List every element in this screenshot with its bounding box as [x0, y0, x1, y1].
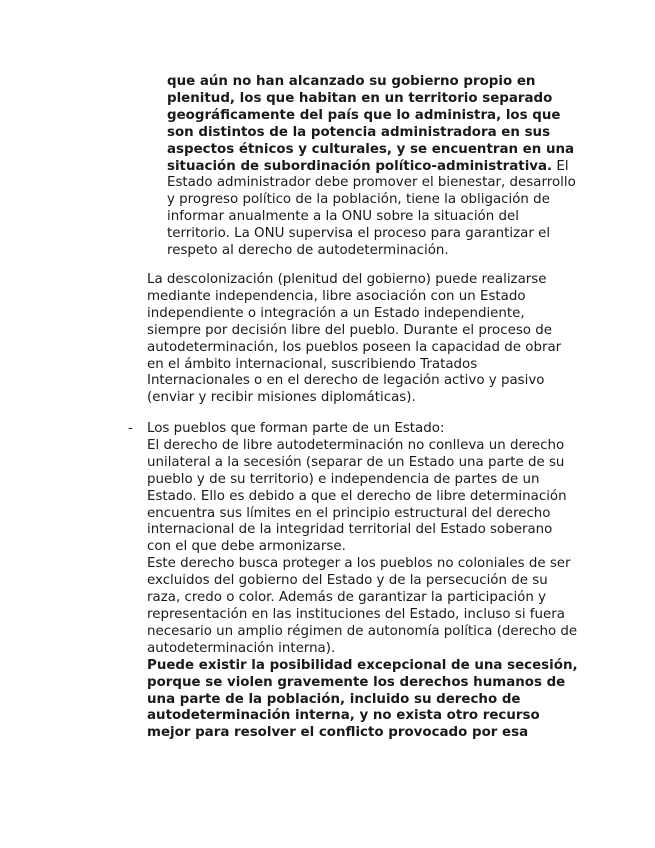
text-line: El derecho de libre autodeterminación no conlleva un derecho: [147, 437, 565, 453]
text-line: internacional de la integridad territorial del Estado soberano: [147, 522, 553, 538]
list-item-peoples-within-state: [147, 421, 577, 742]
text-line: pueblo y de su territorio) e independencia de partes de un: [147, 471, 540, 487]
text-line: Estado. Ello es debido a que el derecho de libre determinación: [147, 488, 567, 504]
text-line: necesario un amplio régimen de autonomía política (derecho de: [147, 623, 578, 639]
text-line: son distintos de la potencia administradora en sus: [167, 124, 551, 140]
text-line: aspectos étnicos y culturales, y se encuentran en una: [167, 141, 575, 157]
list-bullet: -: [128, 421, 133, 436]
text-line: y progreso político de la población, tiene la obligación de: [167, 192, 550, 208]
text-line: siempre por decisión libre del pueblo. Durante el proceso de: [147, 322, 552, 338]
list-item-heading: Los pueblos que forman parte de un Estado:: [147, 421, 445, 436]
text-line: geográficamente del país que lo administra, los que: [167, 107, 561, 123]
text-line: Puede existir la posibilidad excepcional de una secesión,: [147, 657, 578, 673]
paragraph-non-self-governing-territories: [167, 74, 577, 260]
text-line: encuentra sus límites en el principio estructural del derecho: [147, 505, 551, 521]
text-line: territorio. La ONU supervisa el proceso para garantizar el: [167, 226, 551, 242]
text-line: (enviar y recibir misiones diplomáticas).: [147, 390, 416, 406]
text-line: Internacionales o en el derecho de legación activo y pasivo: [147, 373, 545, 389]
text-line: La descolonización (plenitud del gobierno) puede realizarse: [147, 272, 547, 287]
text-line: respeto al derecho de autodeterminación.: [167, 243, 449, 259]
text-line: Estado administrador debe promover el bienestar, desarrollo: [167, 175, 576, 191]
text-line: autodeterminación interna).: [147, 640, 336, 656]
text-line: con el que debe armonizarse.: [147, 539, 346, 555]
text-line: raza, credo o color. Además de garantizar la participación y: [147, 590, 547, 606]
text-line: representación en las instituciones del Estado, incluso si fuera: [147, 606, 565, 622]
paragraph-decolonization: [147, 272, 577, 407]
text-line: informar anualmente a la ONU sobre la situación del: [167, 209, 519, 225]
text-line: una parte de la población, incluido su derecho de: [147, 691, 521, 707]
text-line: mediante independencia, libre asociación con un Estado: [147, 288, 526, 304]
text-line: autodeterminación, los pueblos poseen la capacidad de obrar: [147, 339, 562, 355]
text-line: porque se violen gravemente los derechos humanos de: [147, 674, 566, 690]
text-line: independiente o integración a un Estado independiente,: [147, 305, 525, 321]
text-line: mejor para resolver el conflicto provocado por esa: [147, 725, 529, 741]
normal-text: El: [552, 158, 569, 174]
bold-text: situación de subordinación político-administrativa.: [167, 158, 553, 174]
text-line: unilateral a la secesión (separar de un Estado una parte de su: [147, 454, 565, 470]
text-line: Este derecho busca proteger a los pueblos no coloniales de ser: [147, 556, 571, 572]
text-line: plenitud, los que habitan en un territorio separado: [167, 90, 553, 106]
text-line: autodeterminación interna, y no exista otro recurso: [147, 708, 540, 724]
text-line-mixed: [167, 159, 577, 176]
text-line: excluidos del gobierno del Estado y de la persecución de su: [147, 573, 548, 589]
text-line: que aún no han alcanzado su gobierno propio en: [167, 74, 536, 89]
text-line: en el ámbito internacional, suscribiendo Tratados: [147, 356, 478, 372]
